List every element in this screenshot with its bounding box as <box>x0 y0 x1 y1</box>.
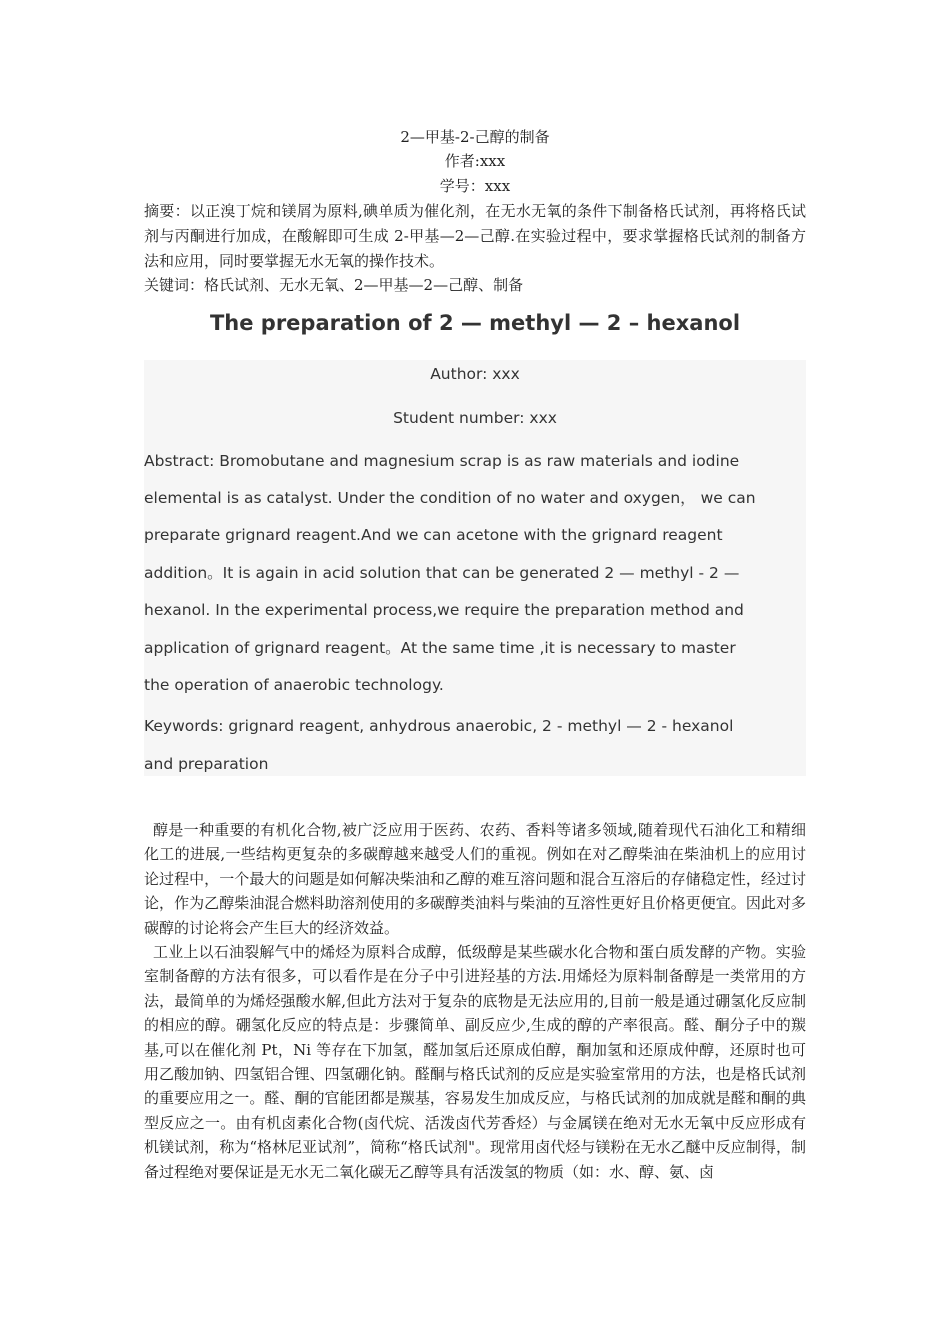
english-keywords-line: Keywords: grignard reagent, anhydrous anaerobic, 2 - methyl — 2 - hexanol <box>144 717 734 735</box>
english-abstract-line: hexanol. In the experimental process,we require the preparation method and <box>144 601 744 619</box>
chinese-keywords: 关键词：格氏试剂、无水无氧、2—甲基—2—己醇、制备 <box>144 276 524 294</box>
chinese-student-number: 学号：xxx <box>439 177 511 195</box>
english-student-number: Student number: xxx <box>393 409 557 427</box>
english-keywords-line: and preparation <box>144 755 269 773</box>
english-abstract-line: addition。It is again in acid solution that can be generated 2 — methyl - 2 — <box>144 564 740 582</box>
english-author: Author: xxx <box>430 365 520 383</box>
english-abstract-line: Abstract: Bromobutane and magnesium scrap is as raw materials and iodine <box>144 452 740 470</box>
chinese-abstract: 摘要：以正溴丁烷和镁屑为原料,碘单质为催化剂，在无水无氧的条件下制备格氏试剂，再将格氏试剂与丙酮进行加成，在酸解即可生成 2-甲基—2—己醇.在实验过程中，要求掌握格氏试剂的制备方法和应用，同时要掌握无水无氧的操作技术。 <box>144 202 806 270</box>
english-title: The preparation of 2 — methyl — 2 – hexanol <box>209 311 741 335</box>
body-paragraph: 醇是一种重要的有机化合物,被广泛应用于医药、农药、香料等诸多领域,随着现代石油化工和精细化工的进展,一些结构更复杂的多碳醇越来越受人们的重视。例如在对乙醇柴油在柴油机上的应用讨论过程中，一个最大的问题是如何解决柴油和乙醇的难互溶问题和混合互溶后的存储稳定性，经过讨论，作为乙醇柴油混合燃料助溶剂使用的多碳醇类油料与柴油的互溶性更好且价格更便宜。因此对多碳醇的讨论将会产生巨大的经济效益。 <box>144 821 806 937</box>
body-paragraph: 工业上以石油裂解气中的烯烃为原料合成醇，低级醇是某些碳水化合物和蛋白质发酵的产物。实验室制备醇的方法有很多，可以看作是在分子中引进羟基的方法.用烯烃为原料制备醇是一类常用的方法，最简单的为烯烃强酸水解,但此方法对于复杂的底物是无法应用的,目前一般是通过硼氢化反应制的相应的醇。硼氢化反应的特点是：步骤简单、副反应少,生成的醇的产率很高。醛、酮分子中的羰基,可以在催化剂 Pt，Ni 等存在下加氢，醛加氢后还原成伯醇，酮加氢和还原成仲醇，还原时也可用乙酸加钠、四氢铝合锂、四氢硼化钠。醛酮与格氏试剂的反应是实验室常用的方法，也是格氏试剂的重要应用之一。醛、酮的官能团都是羰基，容易发生加成反应，与格氏试剂的加成就是醛和酮的典型反应之一。由有机卤素化合物(卤代烷、活泼卤代芳香烃）与金属镁在绝对无水无氧中反应形成有机镁试剂，称为“格林尼亚试剂”，简称“格氏试剂"。现常用卤代烃与镁粉在无水乙醚中反应制得，制备过程绝对要保证是无水无二氧化碳无乙醇等具有活泼氢的物质（如：水、醇、氨、卤 <box>144 943 806 1181</box>
chinese-author: 作者:xxx <box>444 152 506 170</box>
english-abstract-line: elemental is as catalyst. Under the condition of no water and oxygen， we can <box>144 489 756 507</box>
english-abstract-line: the operation of anaerobic technology. <box>144 676 444 694</box>
chinese-body-text <box>144 818 806 1184</box>
chinese-title: 2—甲基-2-己醇的制备 <box>400 128 550 146</box>
english-abstract-section <box>144 360 806 776</box>
english-abstract-line: preparate grignard reagent.And we can acetone with the grignard reagent <box>144 526 723 544</box>
english-abstract-line: application of grignard reagent。At the same time ,it is necessary to master <box>144 639 736 657</box>
